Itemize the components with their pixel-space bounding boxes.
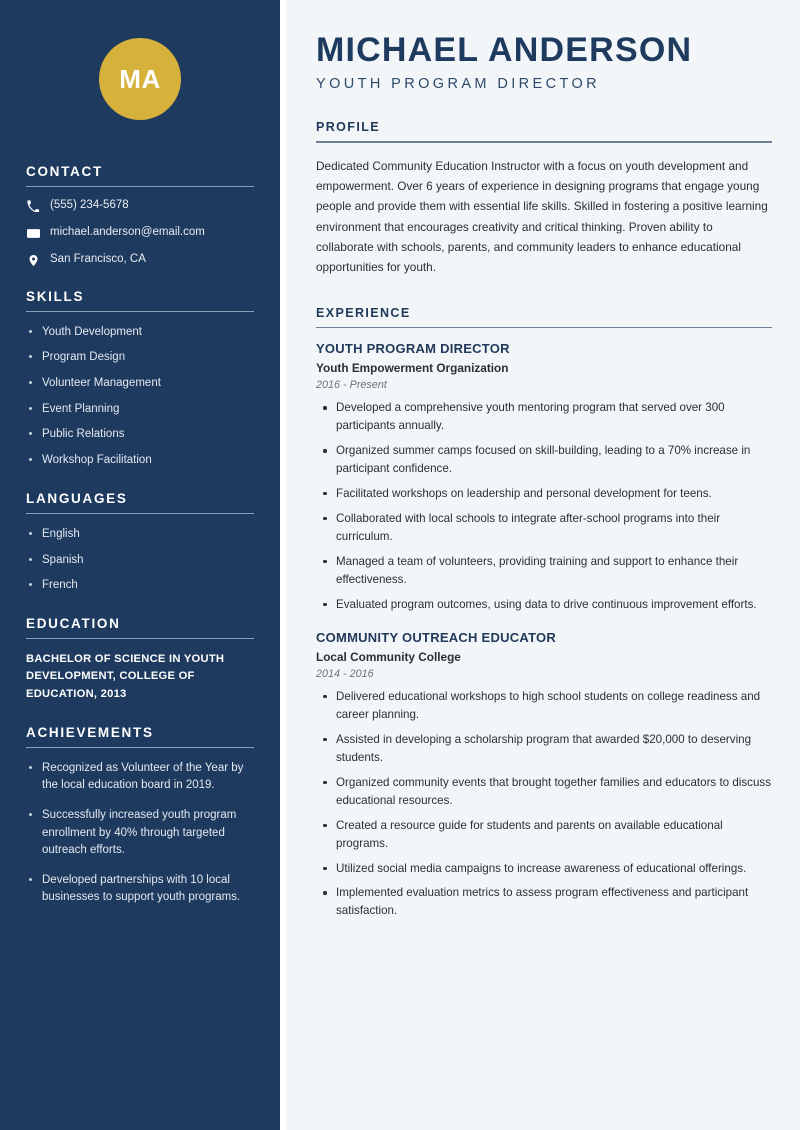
job-bullet-list <box>316 688 772 921</box>
education-heading: EDUCATION <box>26 615 121 631</box>
list-item: French <box>26 577 254 594</box>
list-item: English <box>26 526 254 543</box>
list-item: Facilitated workshops on leadership and personal development for teens. <box>316 485 772 503</box>
skills-heading: SKILLS <box>26 288 85 304</box>
list-item: Delivered educational workshops to high school students on college readiness and career planning. <box>316 688 772 724</box>
list-item: Organized community events that brought together families and educators to discuss educational resources. <box>316 774 772 810</box>
list-item: Assisted in developing a scholarship program that awarded $20,000 to deserving students. <box>316 731 772 767</box>
contact-list <box>26 199 254 267</box>
envelope-icon <box>26 226 40 240</box>
avatar-initials: MA <box>119 63 161 94</box>
list-item: Organized summer camps focused on skill-building, leading to a 70% increase in participant confidence. <box>316 442 772 478</box>
contact-email-value: michael.anderson@email.com <box>50 225 205 238</box>
contact-heading: CONTACT <box>26 164 103 179</box>
main-content <box>286 0 800 1130</box>
list-item: Implemented evaluation metrics to assess program effectiveness and participant satisfaction. <box>316 884 772 920</box>
avatar-container <box>26 0 254 138</box>
headline-job-title: YOUTH PROGRAM DIRECTOR <box>316 76 600 93</box>
sidebar-section-languages <box>26 491 254 594</box>
education-entry: BACHELOR OF SCIENCE IN YOUTH DEVELOPMENT, COLLEGE OF EDUCATION, 2013 <box>26 652 225 700</box>
contact-item-phone[interactable] <box>26 199 254 213</box>
list-item: Utilized social media campaigns to increase awareness of educational offerings. <box>316 860 772 878</box>
job-bullet-list <box>316 399 772 614</box>
job-role: COMMUNITY OUTREACH EDUCATOR <box>316 629 557 645</box>
skills-rule <box>26 311 254 312</box>
list-item: Managed a team of volunteers, providing training and support to enhance their effectiveness. <box>316 553 772 589</box>
job-dates: 2014 - 2016 <box>316 667 374 680</box>
languages-heading: LANGUAGES <box>26 490 128 506</box>
section-experience <box>316 306 772 921</box>
profile-rule <box>316 141 772 143</box>
section-profile <box>316 120 772 277</box>
list-item: Spanish <box>26 552 254 569</box>
skills-list <box>26 324 254 469</box>
job-role: YOUTH PROGRAM DIRECTOR <box>316 341 510 357</box>
achievements-rule <box>26 747 254 748</box>
list-item: Event Planning <box>26 401 254 418</box>
list-item: Volunteer Management <box>26 375 254 392</box>
languages-list <box>26 526 254 594</box>
list-item: Public Relations <box>26 426 254 443</box>
languages-rule <box>26 513 254 514</box>
sidebar-section-skills <box>26 289 254 469</box>
job-dates: 2016 - Present <box>316 379 387 392</box>
contact-item-email[interactable] <box>26 226 254 240</box>
job-organization: Youth Empowerment Organization <box>316 361 509 376</box>
experience-entry <box>316 341 772 614</box>
contact-rule <box>26 186 254 187</box>
list-item: Created a resource guide for students and parents on available educational programs. <box>316 817 772 853</box>
sidebar-section-education <box>26 616 254 703</box>
location-pin-icon <box>26 253 40 267</box>
page-title: MICHAEL ANDERSON <box>316 31 693 69</box>
list-item: Developed partnerships with 10 local businesses to support youth programs. <box>26 872 254 907</box>
sidebar <box>0 0 280 1130</box>
sidebar-section-achievements <box>26 725 254 907</box>
list-item: Youth Development <box>26 324 254 341</box>
list-item: Workshop Facilitation <box>26 452 254 469</box>
list-item: Recognized as Volunteer of the Year by the local education board in 2019. <box>26 760 254 795</box>
experience-heading: EXPERIENCE <box>316 305 411 320</box>
list-item: Collaborated with local schools to integrate after-school programs into their curriculum. <box>316 510 772 546</box>
experience-entry <box>316 630 772 921</box>
achievements-list <box>26 760 254 907</box>
contact-location-value: San Francisco, CA <box>50 252 146 265</box>
contact-phone-value: (555) 234-5678 <box>50 199 129 211</box>
list-item: Evaluated program outcomes, using data to drive continuous improvement efforts. <box>316 596 772 614</box>
job-organization: Local Community College <box>316 649 461 664</box>
list-item: Program Design <box>26 349 254 366</box>
achievements-heading: ACHIEVEMENTS <box>26 724 154 740</box>
profile-text: Dedicated Community Education Instructor with a focus on youth development and empowerment. Over 6 years of experience in designing programs that engage young people and provide them with essential life skills. Skilled in fostering a positive learning environment that encourages creativity and critical thinking. Proven ability to collaborate with schools, parents, and community leaders to enhance educational opportunities for youth. <box>316 158 768 275</box>
list-item: Successfully increased youth program enrollment by 40% through targeted outreach efforts. <box>26 807 254 859</box>
sidebar-section-contact <box>26 164 254 267</box>
avatar <box>99 38 181 120</box>
education-rule <box>26 638 254 639</box>
profile-heading: PROFILE <box>316 120 380 135</box>
phone-icon <box>26 199 40 212</box>
contact-item-location[interactable] <box>26 253 254 267</box>
experience-rule <box>316 327 772 329</box>
list-item: Developed a comprehensive youth mentoring program that served over 300 participants annually. <box>316 399 772 435</box>
